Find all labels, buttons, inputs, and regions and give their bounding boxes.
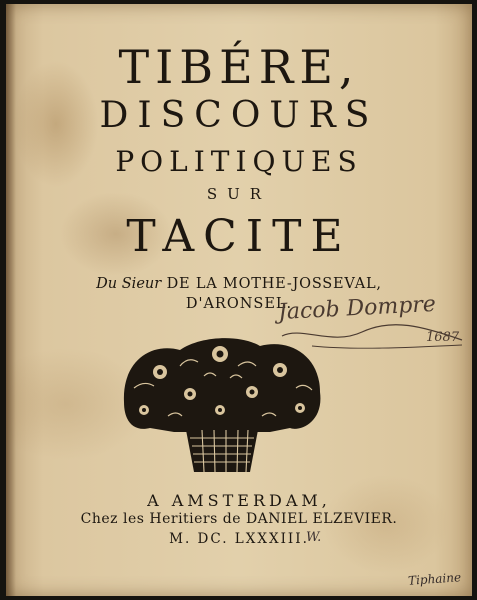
handwritten-mark: W. [306, 530, 322, 545]
title-line-politiques: POLITIQUES [115, 145, 363, 178]
handwritten-year: 1687 [426, 330, 460, 345]
author-name: DE LA MOTHE-JOSSEVAL, [166, 276, 382, 292]
title-page [6, 4, 472, 596]
imprint-publisher: Chez les Heritiers de DANIEL ELZEVIER. [80, 511, 398, 527]
handwritten-stamp: Tiphaine [407, 570, 462, 588]
flower-basket-ornament [120, 332, 324, 474]
title-line-tibere: TIBÉRE, [118, 40, 360, 94]
imprint-date: M. DC. LXXXIII. [169, 531, 309, 547]
imprint-city: A AMSTERDAM, [147, 491, 331, 510]
title-line-tacite: TACITE [126, 211, 352, 262]
title-line-sur: SUR [206, 185, 272, 203]
handwritten-signature: Jacob Dompre [277, 291, 437, 326]
title-line-discours: DISCOURS [99, 95, 379, 136]
author-line-2: D'ARONSEL. [185, 296, 293, 312]
author-prefix: Du Sieur [96, 276, 162, 292]
author-line [6, 276, 472, 292]
